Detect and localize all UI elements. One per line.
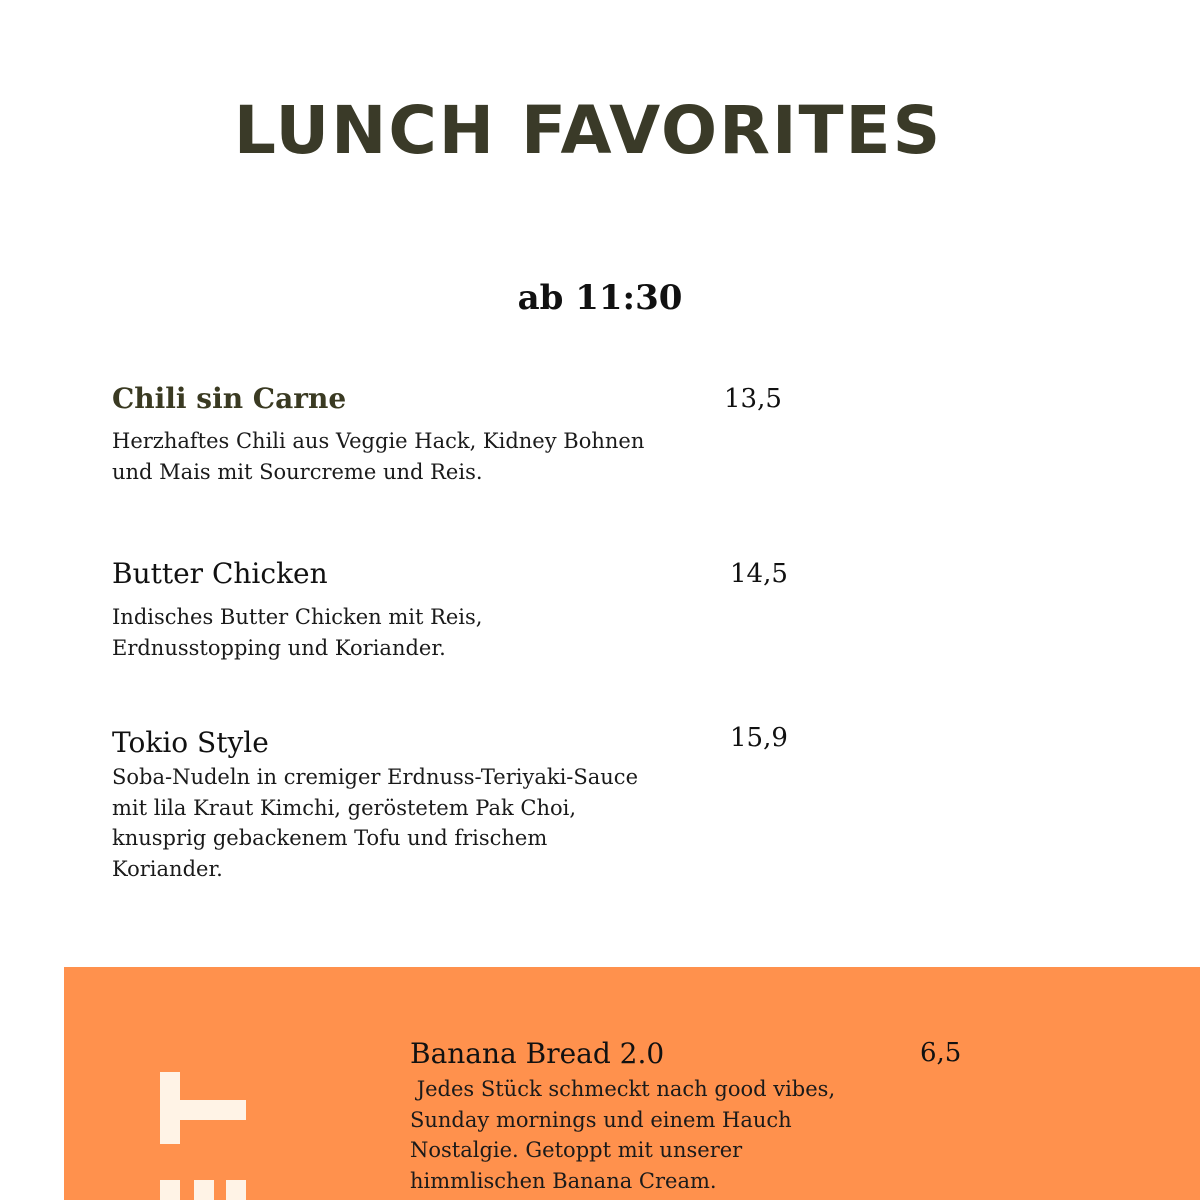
menu-item-price-chili: 13,5 [724, 384, 782, 414]
dessert-price: 6,5 [920, 1038, 962, 1068]
decorative-letter-graphic [160, 1072, 250, 1200]
menu-item-name-tokio-style: Tokio Style [112, 726, 269, 759]
menu-item-price-tokio-style: 15,9 [730, 723, 788, 753]
page-title: LUNCH FAVORITES [233, 92, 943, 169]
serving-time: ab 11:30 [517, 278, 683, 318]
menu-item-name-chili: Chili sin Carne [112, 382, 347, 415]
dessert-desc: Jedes Stück schmeckt nach good vibes, Sunday mornings und einem Hauch Nostalgie. Getoppt mit unserer himmlischen Banana Cream. [410, 1077, 842, 1193]
menu-item-price-butter-chicken: 14,5 [730, 559, 788, 589]
menu-item-desc-chili: Herzhaftes Chili aus Veggie Hack, Kidney Bohnen und Mais mit Sourcreme und Reis. [112, 429, 645, 484]
menu-item-desc-butter-chicken: Indisches Butter Chicken mit Reis, Erdnusstopping und Koriander. [112, 605, 483, 660]
menu-item-desc-tokio-style: Soba-Nudeln in cremiger Erdnuss-Teriyaki-Sauce mit lila Kraut Kimchi, geröstetem Pak Choi, knusprig gebackenem Tofu und frischem Koriander. [112, 765, 638, 881]
dessert-name: Banana Bread 2.0 [410, 1037, 665, 1070]
menu-item-name-butter-chicken: Butter Chicken [112, 557, 328, 590]
